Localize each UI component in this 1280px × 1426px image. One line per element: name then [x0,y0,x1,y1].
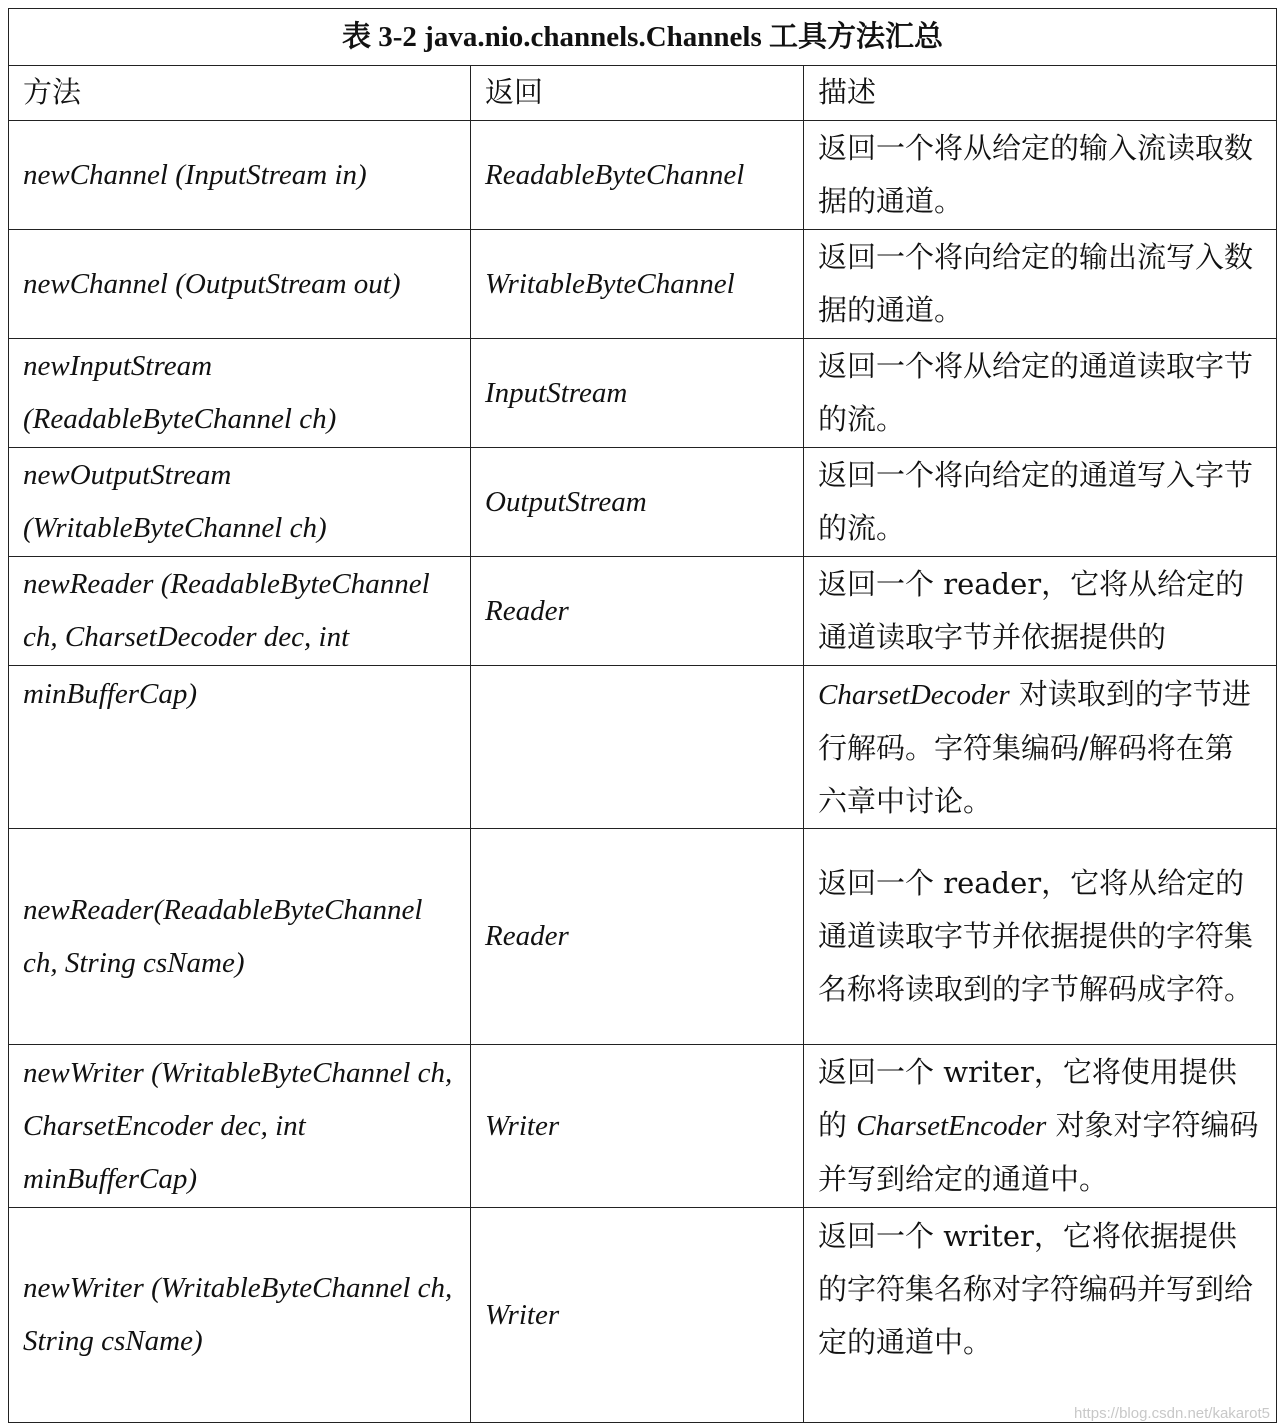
table-title: 表 3-2 java.nio.channels.Channels 工具方法汇总 [9,9,1277,66]
method-cell: newChannel (InputStream in) [9,121,471,230]
return-cell: WritableByteChannel [471,230,804,339]
table-row [9,230,1277,339]
return-cell [471,666,804,829]
channels-methods-table [8,8,1277,1423]
description-cell: 返回一个将从给定的输入流读取数据的通道。 [804,121,1277,230]
method-cell: minBufferCap) [9,666,471,829]
table-header-row [9,66,1277,121]
table-row [9,339,1277,448]
method-cell: newOutputStream (WritableByteChannel ch) [9,448,471,557]
return-cell: Writer [471,1045,804,1208]
table-row [9,1045,1277,1208]
table-row [9,829,1277,1045]
description-text: 对读取到的字节进行解码。字符集编码/解码将在第六章中讨论。 [818,677,1251,818]
return-cell: ReadableByteChannel [471,121,804,230]
return-cell: OutputStream [471,448,804,557]
watermark-text: https://blog.csdn.net/kakarot5 [1074,1405,1270,1422]
table-title-row [9,9,1277,66]
table-row [9,121,1277,230]
table-row [9,557,1277,666]
description-cell [804,666,1277,829]
description-text: 对象对字符编码并写到给定的通道中。 [818,1108,1259,1196]
description-cell: 返回一个 reader，它将从给定的通道读取字节并依据提供的 [804,557,1277,666]
description-cell: 返回一个将向给定的通道写入字节的流。 [804,448,1277,557]
description-cell: 返回一个 reader，它将从给定的通道读取字节并依据提供的字符集名称将读取到的字节解码成字符。 [804,829,1277,1045]
header-method: 方法 [9,66,471,121]
method-cell: newInputStream (ReadableByteChannel ch) [9,339,471,448]
method-cell: newWriter (WritableByteChannel ch, String csName) [9,1208,471,1423]
description-cell: 返回一个 writer，它将依据提供的字符集名称对字符编码并写到给定的通道中。 [804,1208,1277,1423]
table-row [9,1208,1277,1423]
table-row [9,666,1277,829]
table-row [9,448,1277,557]
return-cell: InputStream [471,339,804,448]
return-cell: Reader [471,829,804,1045]
return-cell: Reader [471,557,804,666]
description-cell [804,1045,1277,1208]
description-cell: 返回一个将从给定的通道读取字节的流。 [804,339,1277,448]
description-emphasis: CharsetEncoder [856,1110,1047,1142]
description-emphasis: CharsetDecoder [818,679,1010,711]
header-return: 返回 [471,66,804,121]
header-description: 描述 [804,66,1277,121]
description-cell: 返回一个将向给定的输出流写入数据的通道。 [804,230,1277,339]
method-cell: newWriter (WritableByteChannel ch, CharsetEncoder dec, int minBufferCap) [9,1045,471,1208]
method-cell: newReader (ReadableByteChannel ch, CharsetDecoder dec, int [9,557,471,666]
description-text-pre: 返回一个 writer，它将使用提供的 [818,1055,1237,1142]
method-cell: newChannel (OutputStream out) [9,230,471,339]
return-cell: Writer [471,1208,804,1423]
method-cell: newReader(ReadableByteChannel ch, String csName) [9,829,471,1045]
